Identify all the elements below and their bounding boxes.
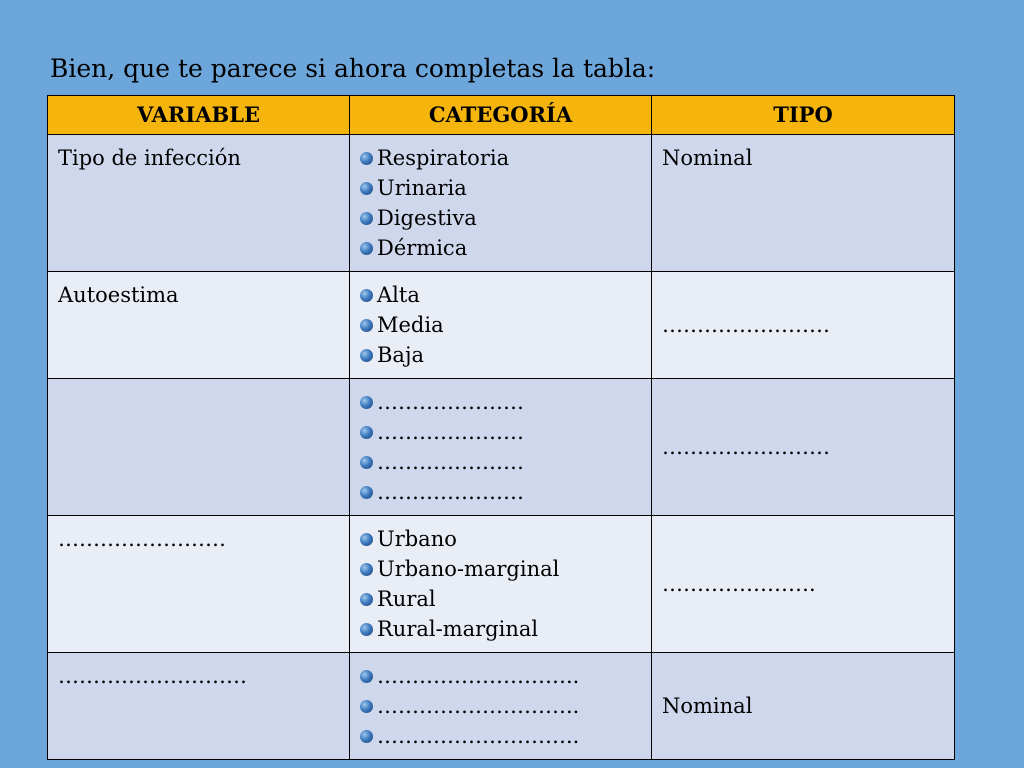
list-item [360,661,641,691]
cell-variable: Autoestima [48,272,350,379]
list-item [360,524,641,554]
blue-sphere-bullet-icon [360,670,373,683]
cell-tipo: Nominal [652,135,955,272]
list-item [360,447,641,477]
blue-sphere-bullet-icon [360,593,373,606]
table-header-row [48,96,955,135]
list-item [360,554,641,584]
list-item [360,721,641,751]
cell-tipo: Nominal [652,653,955,760]
list-item [360,173,641,203]
blue-sphere-bullet-icon [360,319,373,332]
cell-categories [350,516,652,653]
blue-sphere-bullet-icon [360,456,373,469]
data-table [47,95,955,760]
blue-sphere-bullet-icon [360,700,373,713]
cell-variable [48,379,350,516]
category-label: Urinaria [377,176,467,200]
category-label: ………………… [377,390,524,414]
category-list [360,143,641,263]
list-item [360,340,641,370]
blue-sphere-bullet-icon [360,533,373,546]
category-label: Rural [377,587,436,611]
blue-sphere-bullet-icon [360,396,373,409]
table-row [48,272,955,379]
category-label: ……………………….. [377,694,580,718]
blue-sphere-bullet-icon [360,349,373,362]
page-title: Bien, que te parece si ahora completas la tabla: [50,54,656,83]
blue-sphere-bullet-icon [360,426,373,439]
list-item [360,143,641,173]
cell-tipo: …………………… [652,272,955,379]
header-tipo: TIPO [652,96,955,135]
blue-sphere-bullet-icon [360,623,373,636]
category-label: ………………… [377,420,524,444]
cell-tipo: …………………. [652,516,955,653]
category-label: Dérmica [377,236,468,260]
category-label: Baja [377,343,424,367]
list-item [360,417,641,447]
table-row [48,379,955,516]
category-label: ……………………….. [377,664,580,688]
blue-sphere-bullet-icon [360,212,373,225]
blue-sphere-bullet-icon [360,242,373,255]
table-row [48,516,955,653]
category-list [360,280,641,370]
list-item [360,310,641,340]
cell-variable: …………………… [48,516,350,653]
category-label: Respiratoria [377,146,510,170]
cell-categories [350,272,652,379]
category-list [360,387,641,507]
list-item [360,387,641,417]
category-list [360,524,641,644]
category-label: Urbano-marginal [377,557,560,581]
list-item [360,584,641,614]
header-categoria: CATEGORÍA [350,96,652,135]
category-label: Alta [377,283,420,307]
cell-categories [350,379,652,516]
table-row [48,653,955,760]
list-item [360,691,641,721]
category-label: Media [377,313,444,337]
cell-categories [350,653,652,760]
blue-sphere-bullet-icon [360,152,373,165]
list-item [360,614,641,644]
category-label: Digestiva [377,206,477,230]
cell-tipo: …………………… [652,379,955,516]
blue-sphere-bullet-icon [360,730,373,743]
cell-variable: Tipo de infección [48,135,350,272]
blue-sphere-bullet-icon [360,486,373,499]
category-label: ……………………….. [377,724,580,748]
list-item [360,280,641,310]
cell-variable: ……………………… [48,653,350,760]
header-variable: VARIABLE [48,96,350,135]
list-item [360,233,641,263]
cell-categories [350,135,652,272]
list-item [360,477,641,507]
table-row [48,135,955,272]
list-item [360,203,641,233]
blue-sphere-bullet-icon [360,182,373,195]
blue-sphere-bullet-icon [360,563,373,576]
category-label: Rural-marginal [377,617,539,641]
category-list [360,661,641,751]
category-label: ………………… [377,480,524,504]
blue-sphere-bullet-icon [360,289,373,302]
category-label: Urbano [377,527,457,551]
category-label: ………………… [377,450,524,474]
